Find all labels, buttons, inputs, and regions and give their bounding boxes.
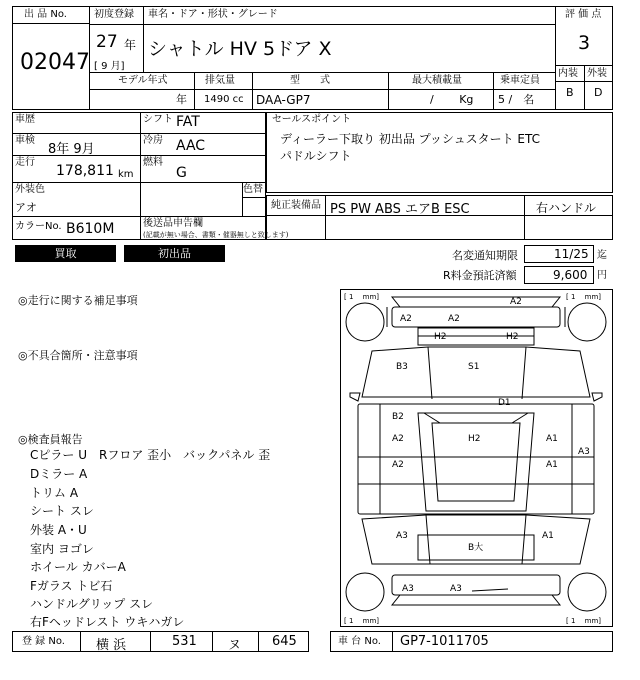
buy-button[interactable]: 買取 (15, 245, 116, 262)
first-reg-year: 27 (96, 32, 118, 52)
note-item: シート スレ (30, 504, 94, 518)
docs-label: 後送品申告欄 (143, 218, 203, 229)
car-diagram (340, 289, 613, 627)
recycle-unit: 円 (597, 270, 607, 281)
exterior-label: 外装 (587, 68, 607, 79)
mark-a1-r1: A1 (546, 434, 558, 444)
mark-a1-lower-right: A1 (542, 531, 554, 541)
name-change-label: 名変通知期限 (452, 249, 518, 262)
tire-label-rr: [ 1 mm] (566, 617, 602, 625)
mark-a3-right: A3 (578, 447, 590, 457)
defects-heading: ◎不具合箇所・注意事項 (18, 349, 138, 362)
mark-h2-right: H2 (506, 332, 519, 342)
tire-label-fl: [ 1 mm] (344, 293, 380, 301)
note-item: ハンドルグリップ スレ (30, 597, 154, 611)
note-item: トリム A (30, 486, 79, 500)
car-name: シャトル HV 5ドア X (148, 38, 332, 60)
reg-area: 横 浜 (96, 638, 127, 653)
score-value: 3 (578, 32, 591, 54)
inspection-label: 車検 (15, 135, 35, 146)
max-load-label: 最大積載量 (412, 75, 462, 86)
score-label: 評 価 点 (565, 9, 602, 20)
mark-a2-top: A2 (510, 297, 522, 307)
mark-a1-r2: A1 (546, 460, 558, 470)
recycle-label: R料金預託済額 (443, 269, 517, 282)
mark-a2-l1: A2 (392, 434, 404, 444)
sales-point-line2: パドルシフト (280, 149, 352, 163)
driving-notes-heading: ◎走行に関する補足事項 (18, 294, 138, 307)
color-no-value: B610M (66, 221, 115, 237)
model-year-value: 年 (176, 93, 187, 106)
interior-label: 内装 (558, 68, 578, 79)
name-change-value: 11/25 (554, 247, 589, 261)
wheel-rear-right (568, 573, 606, 611)
lot-number: 02047 (20, 50, 90, 75)
note-item: Fガラス トビ石 (30, 579, 113, 593)
recycle-value: 9,600 (553, 268, 588, 282)
docs-note: (記載が無い場合、書類・催器無しと致します) (143, 231, 289, 239)
color-no-label: カラーNo. (15, 221, 62, 232)
lot-label: 出 品 No. (24, 9, 67, 20)
equipment-label: 純正装備品 (271, 200, 321, 211)
note-item: 外装 A・U (30, 523, 87, 537)
ext-color-label: 外装色 (15, 184, 45, 195)
first-listing-button[interactable]: 初出品 (124, 245, 225, 262)
mileage-unit: km (118, 169, 134, 180)
displacement-value: 1490 cc (204, 94, 244, 105)
fuel-value: G (176, 165, 187, 181)
shift-value: FAT (176, 114, 200, 130)
steering-value: 右ハンドル (536, 201, 597, 215)
mileage-label: 走行 (15, 157, 35, 168)
inspection-value: 8年 9月 (48, 142, 95, 157)
mark-b3: B3 (396, 362, 408, 372)
tire-label-fr: [ 1 mm] (566, 293, 602, 301)
mark-a3-lower-left: A3 (396, 531, 408, 541)
wheel-front-left (346, 303, 384, 341)
mark-a3-bottom-left: A3 (402, 584, 414, 594)
note-item: ホイール カバーA (30, 560, 126, 574)
reg-label: 登 録 No. (22, 636, 65, 647)
mark-a3-bottom-mid: A3 (450, 584, 462, 594)
inspector-heading: ◎検査員報告 (18, 433, 83, 446)
model-year-label: モデル年式 (118, 75, 168, 86)
mark-a2-left: A2 (400, 314, 412, 324)
mark-h2-left: H2 (434, 332, 447, 342)
first-reg-label: 初度登録 (94, 9, 134, 20)
model-label: 車名・ドア・形状・グレード (148, 9, 278, 20)
mark-b2: B2 (392, 412, 404, 422)
chassis-value: GP7-1011705 (400, 634, 489, 649)
type-label: 型 式 (290, 75, 330, 86)
note-item: Dミラー A (30, 467, 88, 481)
ac-value: AAC (176, 138, 206, 154)
mark-a2-l2: A2 (392, 460, 404, 470)
reg-number: 645 (272, 634, 297, 649)
ac-label: 冷房 (143, 135, 163, 146)
sales-point-line1: ディーラー下取り 初出品 プッシュスタート ETC (280, 132, 540, 146)
history-label: 車歴 (15, 114, 35, 125)
ext-color-value: アオ (15, 201, 37, 214)
reg-class: 531 (172, 634, 197, 649)
mark-h2-center: H2 (468, 434, 481, 444)
wheel-front-right (568, 303, 606, 341)
displacement-label: 排気量 (205, 75, 235, 86)
capacity-label: 乗車定員 (500, 75, 540, 86)
interior-grade: B (566, 86, 574, 99)
name-change-unit: 迄 (597, 250, 607, 261)
mark-a2-mid: A2 (448, 314, 460, 324)
fuel-label: 燃料 (143, 157, 163, 168)
sales-point-label: セールスポイント (272, 114, 352, 125)
note-item: 右Fヘッドレスト ウキハガレ (30, 615, 185, 629)
color-change-label: 色替 (243, 184, 263, 195)
chassis-label: 車 台 No. (338, 636, 381, 647)
exterior-grade: D (594, 86, 603, 99)
capacity-value: 5 / 名 (498, 93, 535, 106)
equipment-value: PS PW ABS エアB ESC (330, 202, 470, 217)
first-reg-month: [ 9 月] (94, 61, 125, 72)
shift-label: シフト (143, 114, 173, 125)
wheel-rear-left (346, 573, 384, 611)
note-item: Cピラー U Rフロア 歪小 バックパネル 歪 (30, 448, 271, 462)
mileage-value: 178,811 (56, 163, 114, 179)
year-unit: 年 (124, 38, 137, 52)
type-value: DAA-GP7 (256, 93, 311, 107)
note-item: 室内 ヨゴレ (30, 542, 94, 556)
mark-s1: S1 (468, 362, 480, 372)
max-load-value: / Kg (430, 93, 474, 106)
tire-label-rl: [ 1 mm] (344, 617, 380, 625)
mark-d1: D1 (498, 398, 511, 408)
mark-b-large: B大 (468, 543, 484, 553)
reg-kana: ヌ (228, 638, 242, 653)
